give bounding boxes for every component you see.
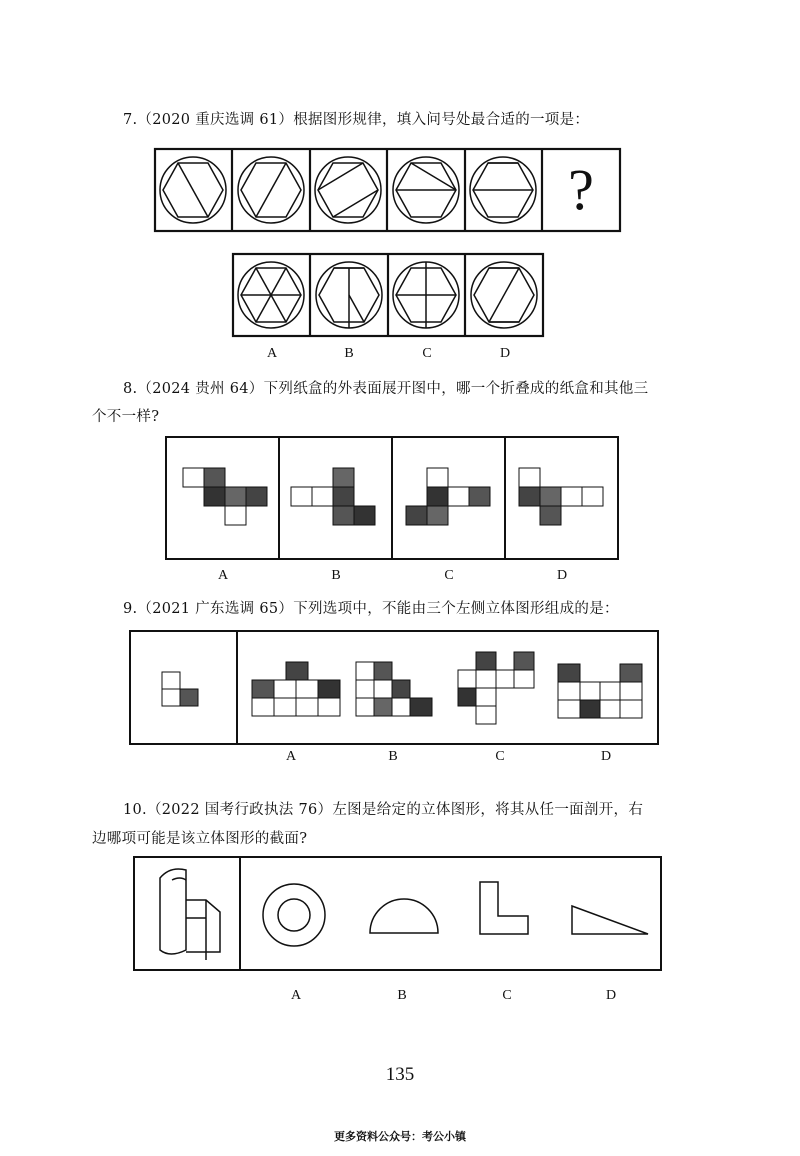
q10-option-b-label: B bbox=[397, 988, 407, 1003]
q8-option-a-label: A bbox=[217, 568, 229, 583]
q9-prompt: 9.（2021 广东选调 65）下列选项中，不能由三个左侧立体图形组成的是： bbox=[123, 601, 619, 617]
q8-option-b-label: B bbox=[331, 568, 341, 583]
q7-option-b-label: B bbox=[344, 346, 354, 361]
q10-option-d-label: D bbox=[605, 988, 617, 1003]
q7-option-d-label: D bbox=[499, 346, 511, 361]
q7-option-c-label: C bbox=[422, 346, 432, 361]
q9-option-c-label: C bbox=[495, 749, 505, 764]
q9-option-d-label: D bbox=[600, 749, 612, 764]
q7-option-a-label: A bbox=[266, 346, 278, 361]
q9-option-b-label: B bbox=[388, 749, 398, 764]
q7-prompt: 7.（2020 重庆选调 61）根据图形规律，填入问号处最合适的一项是： bbox=[123, 112, 590, 128]
q10-prompt-line1: 10.（2022 国考行政执法 76）左图是给定的立体图形，将其从任一面剖开，右 bbox=[123, 802, 644, 818]
q8-prompt-line1: 8.（2024 贵州 64）下列纸盒的外表面展开图中，哪一个折叠成的纸盒和其他三 bbox=[123, 381, 649, 397]
q9-option-a-label: A bbox=[285, 749, 297, 764]
q7-question-mark: ? bbox=[568, 157, 594, 222]
q8-option-c-label: C bbox=[444, 568, 454, 583]
footer-text: 更多资料公众号：考公小镇 bbox=[334, 1130, 466, 1143]
q8-prompt-line2: 个不一样? bbox=[92, 409, 160, 425]
q8-option-d-label: D bbox=[556, 568, 568, 583]
q10-option-c-label: C bbox=[502, 988, 512, 1003]
q10-prompt-line2: 边哪项可能是该立体图形的截面? bbox=[92, 831, 308, 847]
page-number: 135 bbox=[385, 1064, 415, 1085]
q10-option-a-label: A bbox=[290, 988, 302, 1003]
